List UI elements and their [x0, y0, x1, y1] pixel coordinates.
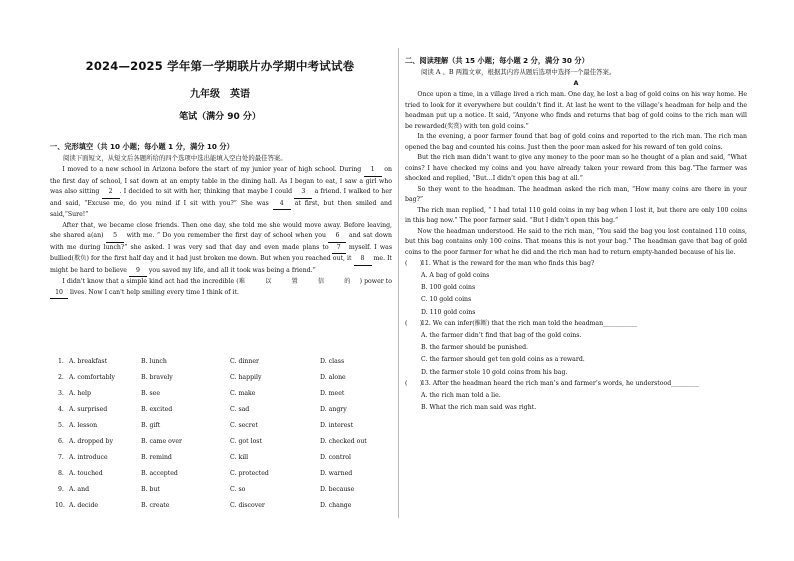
option-b[interactable]: B. accepted [141, 469, 178, 477]
option-b[interactable]: B. but [141, 485, 160, 493]
passage-paragraph: So they went to the headman. The headman asked the rich man, “How many coins are there in your bag?” [405, 185, 747, 203]
option-d[interactable]: D. meet [320, 389, 345, 397]
reading-section [405, 56, 747, 415]
option-row: 6. A. dropped by B. came over C. got lost D. checked out [58, 433, 388, 449]
exam-title: 2024—2025 学年第一学期联片办学期中考试试卷 [85, 59, 355, 73]
option-a[interactable]: A. dropped by [69, 437, 114, 445]
option-a[interactable]: A. surprised [69, 405, 108, 413]
option-a[interactable]: A. decide [69, 501, 99, 509]
question-11: ( )11. What is the reward for the man who finds this bag? [405, 259, 747, 270]
option-c[interactable]: C. got lost [230, 437, 262, 445]
option-a[interactable]: A. comfortably [69, 373, 116, 381]
cloze-paragraph-1: I moved to a new school in Arizona before the start of my junior year of high school. During 1 on the first day of school, I sat down at an empty table in the dining hall. As I began to eat, I saw a girl who was also sitting 2 . I decided to sit with her, thinking that maybe I could 3 a friend. I walked to her and said, “Excuse me, do you mind if I sit with you?” She was 4 at first, but then smiled and said,“Sure!” [50, 166, 393, 218]
question-option[interactable]: A. the farmer didn’t find that bag of the gold coins. [421, 331, 582, 339]
option-b[interactable]: B. remind [141, 453, 172, 461]
blank-3: 3 [294, 187, 312, 199]
question-option[interactable]: C. the farmer should get ten gold coins as a reward. [421, 356, 585, 364]
blank-7: 7 [332, 243, 346, 255]
passage-paragraph: Once upon a time, in a village lived a rich man. One day, he lost a bag of gold coins on his way home. He tried to look for it everywhere but couldn’t find it. At last he went to the village’s headman for help and the headman put up a notice. It said, “Anyone who finds and returns that bag of gold coins to the rich man will be rewarded(奖赏) with ten gold coins.” [405, 91, 747, 130]
option-row: 5. A. lesson B. gift C. secret D. interest [58, 417, 388, 433]
blank-4: 4 [273, 199, 291, 211]
cloze-paragraph-2: After that, we became close friends. Then one day, she told me she would move away. Before leaving, she shared a(an) 5 with me. “ Do you remember the first day of school when you 6 and sat down with me during lunch?” she asked. I was very sad that day and even made plans to 7 myself. I was bullied(欺负) for the first half day and it had just broken me down. But when you reached out, it 8 me. It might be hard to believe 9 you saved my life, and all it took was being a friend.” [50, 221, 392, 278]
blank-1: 1 [364, 165, 382, 177]
option-c[interactable]: C. secret [230, 421, 258, 429]
option-c[interactable]: C. discover [230, 501, 265, 509]
option-a[interactable]: A. help [69, 389, 91, 397]
reading-heading: 二、阅读理解（共 15 小题；每小题 2 分，满分 30 分） [405, 56, 589, 65]
option-b[interactable]: B. lunch [141, 357, 167, 365]
option-a[interactable]: A. lesson [69, 421, 98, 429]
question-12: ( )12. We can infer(推断) that the rich man told the headman___________ [405, 319, 747, 330]
option-c[interactable]: C. happily [230, 373, 262, 381]
option-b[interactable]: B. came over [141, 437, 182, 445]
blank-2: 2 [102, 187, 120, 199]
cloze-paragraph-3: I didn't know that a simple kind act had the incredible (难 以 置 信 的) power to 10 lives. Now I can't help smiling every time I think of it. [50, 277, 392, 299]
grade-subject: 九年级 英语 [190, 89, 250, 100]
blank-5: 5 [106, 231, 124, 243]
option-d[interactable]: D. control [320, 453, 351, 461]
passage-paragraph: But the rich man didn’t want to give any money to the poor man so he thought of a plan and said, “What coins? I have checked my coins and you have already taken your reward from this bag.”The farmer was shocked and replied, “But…I didn’t open this bag at all.” [405, 154, 747, 182]
option-row: 8. A. touched B. accepted C. protected D. warned [58, 465, 388, 481]
column-divider [398, 48, 399, 518]
question-option[interactable]: B. the farmer should be punished. [421, 344, 528, 352]
reading-instruction: 阅读 A 、B 两篇文章，根据其内容从题后选项中选择一个最佳答案。 [421, 68, 616, 76]
cloze-section [50, 142, 392, 299]
option-row: 1. A. breakfast B. lunch C. dinner D. class [58, 353, 388, 369]
answer-paren[interactable]: ( ) [405, 320, 423, 328]
option-d[interactable]: D. alone [320, 373, 346, 381]
option-c[interactable]: C. protected [230, 469, 269, 477]
cloze-instruction: 阅读下面短文，从短文后各题所给的四个选项中选出能填入空白处的最佳答案。 [63, 154, 287, 162]
option-row: 7. A. introduce B. remind C. kill D. control [58, 449, 388, 465]
option-c[interactable]: C. kill [230, 453, 249, 461]
passage-paragraph: The rich man replied, “ I had total 110 gold coins in my bag when I lost it, but there are only 100 coins in this bag now.” The poor farmer said. “But I didn’t open this bag.” [405, 206, 747, 224]
option-b[interactable]: B. create [141, 501, 170, 509]
question-option[interactable]: C. 10 gold coins [421, 296, 472, 304]
option-row: 9. A. and B. but C. so D. because [58, 481, 388, 497]
answer-paren[interactable]: ( ) [405, 380, 423, 388]
question-option[interactable]: B. What the rich man said was right. [421, 404, 537, 412]
option-row: 2. A. comfortably B. bravely C. happily D. alone [58, 369, 388, 385]
blank-10: 10 [50, 288, 68, 300]
passage-paragraph: In the evening, a poor farmer found that bag of gold coins and reported to the rich man. The rich man opened the bag and counted his coins. Just then the poor man asked for his reward of ten gold coins. [405, 133, 747, 151]
option-d[interactable]: D. interest [320, 421, 354, 429]
option-a[interactable]: A. breakfast [69, 357, 108, 365]
cloze-options [55, 353, 388, 513]
question-option[interactable]: D. the farmer stole 10 gold coins from his bag. [421, 368, 568, 376]
option-a[interactable]: A. and [69, 485, 90, 493]
blank-9: 9 [129, 266, 147, 278]
exam-score: 笔试（满分 90 分） [179, 112, 261, 122]
option-b[interactable]: B. excited [141, 405, 173, 413]
option-d[interactable]: D. warned [320, 469, 353, 477]
question-option[interactable]: B. 100 gold coins [421, 283, 476, 291]
option-c[interactable]: C. dinner [230, 357, 259, 365]
blank-6: 6 [328, 231, 346, 243]
option-c[interactable]: C. make [230, 389, 256, 397]
option-row: 3. A. help B. see C. make D. meet [58, 385, 388, 401]
passage-label: A [573, 79, 579, 87]
blank-8: 8 [354, 254, 372, 266]
passage-paragraph: Now the headman understood. He said to the rich man, “You said the bag you lost contained 110 coins, but this bag contains only 100 coins. That means this is not your bag.” The headman gave that bag of gold coins to the poor farmer for what he did and the rich man had to return empty-handed because of his lie. [405, 227, 747, 256]
option-row: 10. A. decide B. create C. discover D. change [58, 497, 388, 513]
option-d[interactable]: D. angry [320, 405, 347, 413]
cloze-heading: 一、完形填空（共 10 小题；每小题 1 分，满分 10 分） [50, 142, 234, 151]
option-c[interactable]: C. so [230, 485, 246, 493]
option-d[interactable]: D. checked out [320, 437, 367, 445]
option-b[interactable]: B. see [141, 389, 160, 397]
question-option[interactable]: A. the rich man told a lie. [421, 391, 501, 399]
option-b[interactable]: B. gift [141, 421, 161, 429]
option-d[interactable]: D. change [320, 501, 352, 509]
option-a[interactable]: A. touched [69, 469, 103, 477]
question-option[interactable]: D. 110 gold coins [421, 308, 476, 316]
option-c[interactable]: C. sad [230, 405, 250, 413]
option-d[interactable]: D. class [320, 357, 345, 365]
question-option[interactable]: A. A bag of gold coins [421, 271, 490, 279]
answer-paren[interactable]: ( ) [405, 260, 423, 267]
option-b[interactable]: B. bravely [141, 373, 173, 381]
option-d[interactable]: D. because [320, 485, 355, 493]
question-13: ( )13. After the headman heard the rich man’s and farmer’s words, he understood_________ [405, 379, 747, 390]
option-a[interactable]: A. introduce [69, 453, 108, 461]
option-row: 4. A. surprised B. excited C. sad D. angry [58, 401, 388, 417]
